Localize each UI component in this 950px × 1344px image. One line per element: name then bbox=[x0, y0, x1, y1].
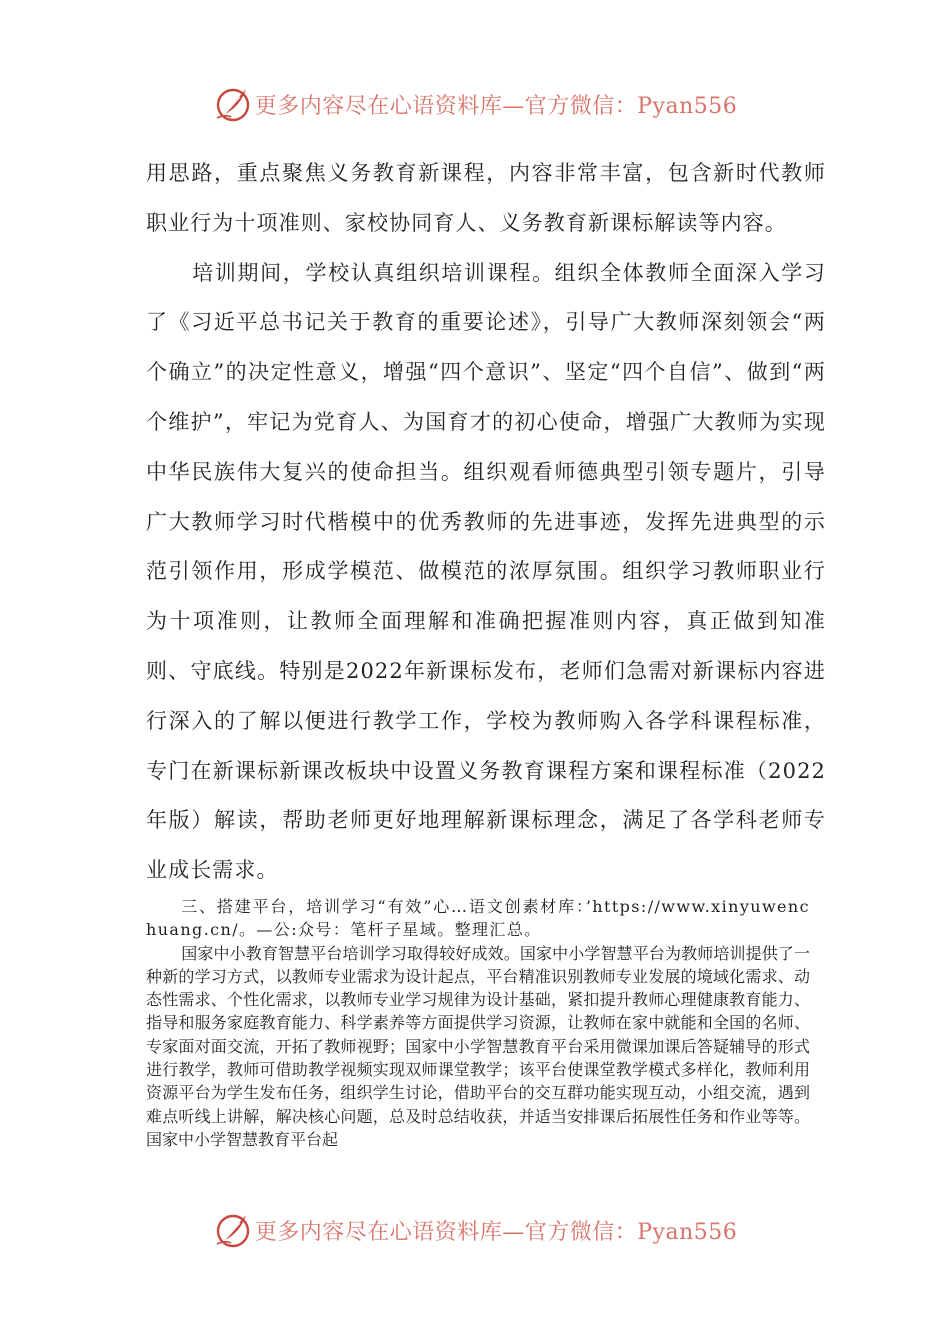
banner-text: 更多内容尽在心语资料库—官方微信：Pyan556 bbox=[254, 1219, 738, 1245]
body-text-large bbox=[146, 149, 826, 896]
header-banner bbox=[0, 82, 950, 126]
body-text-small bbox=[146, 895, 810, 1151]
paragraph-1: 用思路，重点聚焦义务教育新课程，内容非常丰富，包含新时代教师职业行为十项准则、家校协同育人、义务教育新课标解读等内容。 bbox=[146, 161, 826, 235]
paragraph-2: 培训期间，学校认真组织培训课程。组织全体教师全面深入学习了《习近平总书记关于教育的重要论述》，引导广大教师深刻领会“两个确立”的决定性意义，增强“四个意识”、坚定“四个自信”、做到“两个维护”，牢记为党育人、为国育才的初心使命，增强广大教师为实现中华民族伟大复兴的使命担当。组织观看师德典型引领专题片，引导广大教师学习时代楷模中的优秀教师的先进事迹，发挥先进典型的示范引领作用，形成学模范、做模范的浓厚氛围。组织学习教师职业行为十项准则，让教师全面理解和准确把握准则内容，真正做到知准则、守底线。特别是2022年新课标发布，老师们急需对新课标内容进行深入的了解以便进行教学工作，学校为教师购入各学科课程标准，专门在新课标新课改板块中设置义务教育课程方案和课程标准（2022年版）解读，帮助老师更好地理解新课标理念，满足了各学科老师专业成长需求。 bbox=[146, 260, 826, 883]
banner-text: 更多内容尽在心语资料库—官方微信：Pyan556 bbox=[254, 93, 738, 119]
quill-logo-icon bbox=[213, 1210, 253, 1250]
footer-banner bbox=[0, 1208, 950, 1252]
section-3-heading: 三、搭建平台，培训学习“有效”心…语文创素材库：’https://www.xinyuwenchuang.cn/。—公:众号：笔杆子星域。整理汇总。 bbox=[146, 897, 810, 940]
quill-logo-icon bbox=[213, 84, 253, 124]
paragraph-3: 国家中小教育智慧平台培训学习取得较好成效。国家中小学智慧平台为教师培训提供了一种新的学习方式，以教师专业需求为设计起点，平台精准识别教师专业发展的境域化需求、动态性需求、个性化需求，以教师专业学习规律为设计基础，紧扣提升教师心理健康教育能力、指导和服务家庭教育能力、科学素养等方面提供学习资源，让教师在家中就能和全国的名师、专家面对面交流，开拓了教师视野；国家中小学智慧教育平台采用微课加课后答疑辅导的形式进行教学，教师可借助教学视频实现双师课堂教学；该平台使课堂教学模式多样化，教师利用资源平台为学生发布任务，组织学生讨论，借助平台的交互群功能实现互动，小组交流，遇到难点听线上讲解，解决核心问题，总及时总结收获，并适当安排课后拓展性任务和作业等等。国家中小学智慧教育平台起 bbox=[146, 943, 810, 1149]
